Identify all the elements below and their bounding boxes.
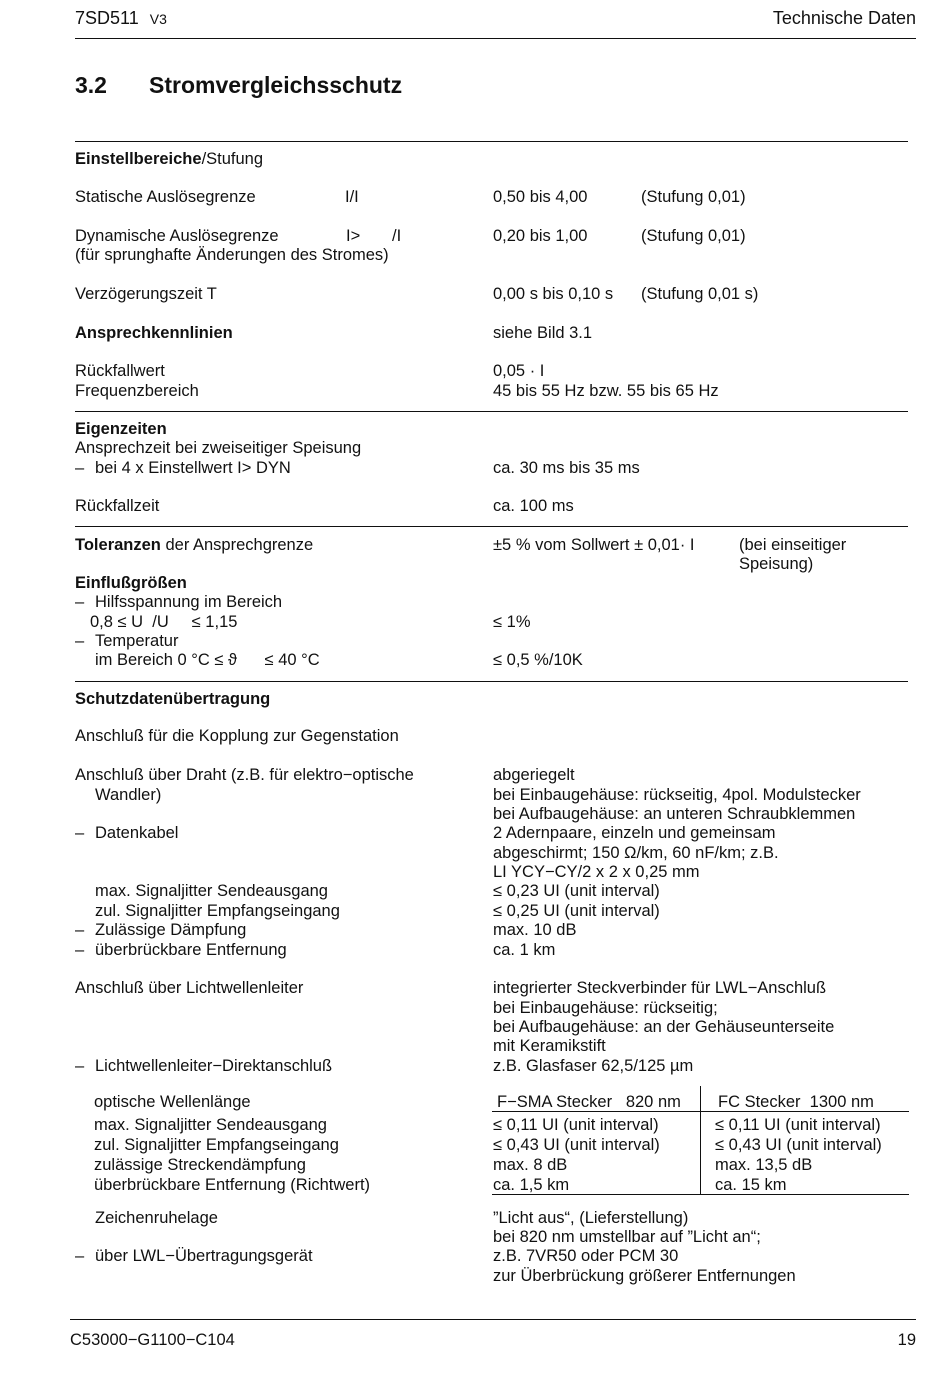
dynamic-threshold-step: (Stufung 0,01) xyxy=(641,227,746,245)
lwl-device-value-1: z.B. 7VR50 oder PCM 30 xyxy=(493,1247,679,1265)
heading-number: 3.2 xyxy=(75,72,107,98)
lwl-device-value-2: zur Überbrückung größerer Entfernungen xyxy=(493,1267,796,1285)
wire-value-3: bei Aufbaugehäuse: an unteren Schraubklemmen xyxy=(493,805,856,823)
curves-label: Ansprechkennlinien xyxy=(75,324,233,342)
dropout-time-label: Rückfallzeit xyxy=(75,497,160,515)
fiber-value-3: bei Aufbaugehäuse: an der Gehäuseunterseite xyxy=(493,1018,835,1036)
cable-value-1: 2 Adernpaare, einzeln und gemeinsam xyxy=(493,824,776,842)
coupling-label: Anschluß für die Kopplung zur Gegenstation xyxy=(75,727,399,745)
attenuation-label: – Zulässige Dämpfung xyxy=(75,921,247,939)
jitter-recv-label: zul. Signaljitter Empfangseingang xyxy=(95,902,340,920)
static-threshold-step: (Stufung 0,01) xyxy=(641,188,746,206)
settings-heading: Einstellbereiche/Stufung xyxy=(75,150,264,168)
frequency-value: 45 bis 55 Hz bzw. 55 bis 65 Hz xyxy=(493,382,719,400)
tolerance-note-1: (bei einseitiger xyxy=(739,536,847,554)
optical-row-label: zulässige Streckendämpfung xyxy=(94,1156,306,1174)
footer-doc-number: C53000−G1100−C104 xyxy=(70,1331,235,1349)
optical-col1-header: F−SMA Stecker 820 nm xyxy=(497,1093,681,1111)
static-threshold-symbol: I/I xyxy=(345,188,359,206)
dynamic-threshold-symbol-2: /I xyxy=(392,227,402,245)
static-threshold-value: 0,50 bis 4,00 xyxy=(493,188,588,206)
optical-col2-cell: max. 13,5 dB xyxy=(715,1156,813,1174)
optical-col1-cell: ca. 1,5 km xyxy=(493,1176,570,1194)
optical-table-bottom-rule xyxy=(492,1194,909,1195)
optical-col2-cell: ≤ 0,43 UI (unit interval) xyxy=(715,1136,882,1154)
optical-col1-cell: max. 8 dB xyxy=(493,1156,568,1174)
delay-value: 0,00 s bis 0,10 s xyxy=(493,285,614,303)
aux-voltage-label: – Hilfsspannung im Bereich xyxy=(75,593,283,611)
pickup-time-sub: – bei 4 x Einstellwert I> DYN xyxy=(75,459,291,477)
distance-label: – überbrückbare Entfernung xyxy=(75,941,287,959)
optical-table-divider xyxy=(700,1086,701,1195)
optical-row-label: zul. Signaljitter Empfangseingang xyxy=(94,1136,339,1154)
idle-state-label: Zeichenruhelage xyxy=(95,1209,218,1227)
distance-value: ca. 1 km xyxy=(493,941,556,959)
tolerances-heading: Toleranzen der Ansprechgrenze xyxy=(75,536,314,554)
jitter-recv-value: ≤ 0,25 UI (unit interval) xyxy=(493,902,660,920)
dynamic-threshold-symbol-1: I> xyxy=(346,227,361,245)
idle-state-value-2: bei 820 nm umstellbar auf ”Licht an“; xyxy=(493,1228,761,1246)
optical-row-label: max. Signaljitter Sendeausgang xyxy=(94,1116,327,1134)
fiber-label: Anschluß über Lichtwellenleiter xyxy=(75,979,304,997)
wire-value-2: bei Einbaugehäuse: rückseitig, 4pol. Modulstecker xyxy=(493,786,861,804)
tolerance-value: ±5 % vom Sollwert ± 0,01· I xyxy=(493,536,695,554)
section-title: Technische Daten xyxy=(772,8,916,28)
fiber-value-4: mit Keramikstift xyxy=(493,1037,606,1055)
optical-table-header-rule xyxy=(492,1111,909,1112)
footer-rule xyxy=(70,1319,916,1320)
cable-value-2: abgeschirmt; 150 Ω/km, 60 nF/km; z.B. xyxy=(493,844,779,862)
optical-col1-cell: ≤ 0,11 UI (unit interval) xyxy=(493,1116,659,1134)
aux-voltage-range: 0,8 ≤ U /U ≤ 1,15 xyxy=(90,613,238,631)
section-rule-tolerances xyxy=(75,526,908,527)
lwl-device-label: – über LWL−Übertragungsgerät xyxy=(75,1247,313,1265)
fiber-direct-label: – Lichtwellenleiter−Direktanschluß xyxy=(75,1057,333,1075)
fiber-direct-value: z.B. Glasfaser 62,5/125 µm xyxy=(493,1057,694,1075)
pickup-time-value: ca. 30 ms bis 35 ms xyxy=(493,459,640,477)
attenuation-value: max. 10 dB xyxy=(493,921,577,939)
idle-state-value-1: ”Licht aus“, (Lieferstellung) xyxy=(493,1209,689,1227)
fiber-value-2: bei Einbaugehäuse: rückseitig; xyxy=(493,999,718,1017)
section-rule-transmission xyxy=(75,681,908,682)
delay-step: (Stufung 0,01 s) xyxy=(641,285,759,303)
optical-row-label: überbrückbare Entfernung (Richtwert) xyxy=(94,1176,371,1194)
influence-heading: Einflußgrößen xyxy=(75,574,187,592)
delay-label: Verzögerungszeit T xyxy=(75,285,217,303)
temperature-range: im Bereich 0 °C ≤ ϑ ≤ 40 °C xyxy=(95,651,320,669)
dynamic-threshold-label: Dynamische Auslösegrenze xyxy=(75,227,279,245)
wire-label-1: Anschluß über Draht (z.B. für elektro−optische xyxy=(75,766,414,784)
page-number: 19 xyxy=(897,1331,916,1349)
wire-value-1: abgeriegelt xyxy=(493,766,575,784)
frequency-label: Frequenzbereich xyxy=(75,382,199,400)
static-threshold-label: Statische Auslösegrenze xyxy=(75,188,256,206)
temperature-value: ≤ 0,5 %/10K xyxy=(493,651,583,669)
dynamic-threshold-value: 0,20 bis 1,00 xyxy=(493,227,588,245)
times-heading: Eigenzeiten xyxy=(75,420,167,438)
jitter-send-label: max. Signaljitter Sendeausgang xyxy=(95,882,328,900)
jitter-send-value: ≤ 0,23 UI (unit interval) xyxy=(493,882,660,900)
header-rule xyxy=(75,38,916,39)
curves-value: siehe Bild 3.1 xyxy=(493,324,593,342)
fiber-value-1: integrierter Steckverbinder für LWL−Anschluß xyxy=(493,979,827,997)
doc-version: V3 xyxy=(149,11,167,27)
dynamic-threshold-note: (für sprunghafte Änderungen des Stromes) xyxy=(75,246,389,264)
cable-label: – Datenkabel xyxy=(75,824,179,842)
reset-ratio-value: 0,05 · I xyxy=(493,362,545,380)
optical-col2-cell: ≤ 0,11 UI (unit interval) xyxy=(715,1116,881,1134)
section-rule-top xyxy=(75,141,908,142)
optical-col2-header: FC Stecker 1300 nm xyxy=(718,1093,874,1111)
optical-row-label: optische Wellenlänge xyxy=(94,1093,251,1111)
temperature-label: – Temperatur xyxy=(75,632,179,650)
transmission-heading: Schutzdatenübertragung xyxy=(75,690,271,708)
cable-value-3: LI YCY−CY/2 x 2 x 0,25 mm xyxy=(493,863,700,881)
aux-voltage-value: ≤ 1% xyxy=(493,613,531,631)
pickup-time-label: Ansprechzeit bei zweiseitiger Speisung xyxy=(75,439,362,457)
optical-col2-cell: ca. 15 km xyxy=(715,1176,787,1194)
optical-col1-cell: ≤ 0,43 UI (unit interval) xyxy=(493,1136,660,1154)
tolerance-note-2: Speisung) xyxy=(739,555,814,573)
doc-id: 7SD511 V3 xyxy=(75,8,167,28)
reset-ratio-label: Rückfallwert xyxy=(75,362,165,380)
section-rule-times xyxy=(75,411,908,412)
dropout-time-value: ca. 100 ms xyxy=(493,497,574,515)
wire-label-2: Wandler) xyxy=(95,786,162,804)
page-title: Stromvergleichsschutz xyxy=(149,72,403,98)
